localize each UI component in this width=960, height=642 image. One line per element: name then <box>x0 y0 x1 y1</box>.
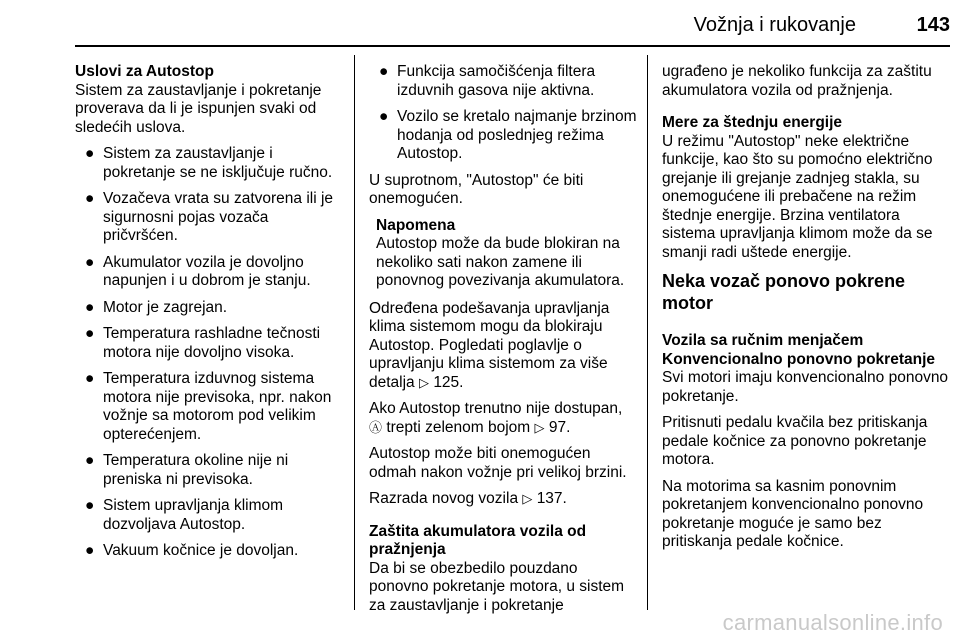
note-text: Autostop može da bude blokiran na nekoliko sati nakon zamene ili ponovnog povezivanja akumulatora. <box>376 235 625 289</box>
bullet-icon: ● <box>85 190 95 207</box>
paragraph: Sistem za zaustavljanje i pokretanje proverava da li je ispunjen svaki od sledećih uslova. <box>75 81 322 136</box>
bullet-icon: ● <box>85 370 95 387</box>
paragraph: ugrađeno je nekoliko funkcija za zaštitu akumulatora vozila od pražnjenja. <box>662 63 932 99</box>
paragraph: Pritisnuti pedalu kvačila bez pritiskanja pedale kočnice za ponovno pokretanje motora. <box>662 414 928 468</box>
bullet-icon: ● <box>379 108 389 125</box>
header-divider <box>75 45 950 47</box>
autostop-A-icon: Ⓐ <box>369 419 383 435</box>
list-item: ● Motor je zagrejan. <box>85 298 228 316</box>
list-item: ● Temperatura rashladne tečnosti motora nije dovoljno visoka. <box>85 325 321 361</box>
bullet-icon: ● <box>85 253 95 271</box>
list-item: ● Funkcija samočišćenja filtera izduvnih gasova nije aktivna. <box>379 63 596 99</box>
list-item: ● Temperatura okoline nije ni preniska ni previsoka. <box>85 452 289 488</box>
column-2 <box>369 63 639 615</box>
bullet-icon: ● <box>85 452 95 469</box>
page-number: 143 <box>916 14 950 36</box>
paragraph: Svi motori imaju konvencionalno ponovno pokretanje. <box>662 369 949 405</box>
subheading-conventional-restart: Konvencionalno ponovno pokretanje <box>662 350 935 368</box>
note-heading: Napomena <box>376 216 456 234</box>
paragraph: Da bi se obezbedilo pouzdano ponovno pokretanje motora, u sistem za zaustavljanje i pokretanje <box>369 559 625 614</box>
list-item: ● Vakuum kočnice je dovoljan. <box>85 542 299 559</box>
bullet-icon: ● <box>379 63 389 80</box>
paragraph: Razrada novog vozila ▷ 137. <box>369 490 567 507</box>
note-box <box>369 217 639 291</box>
page-header-title: Vožnja i rukovanje <box>693 14 856 36</box>
bullet-icon: ● <box>85 298 95 316</box>
list-item: ● Sistem upravljanja klimom dozvoljava Autostop. <box>85 497 284 533</box>
paragraph: U suprotnom, "Autostop" će biti onemogućen. <box>369 171 584 207</box>
bullet-icon: ● <box>85 542 95 559</box>
paragraph: Autostop može biti onemogućen odmah nakon vožnje pri velikoj brzini. <box>369 445 627 481</box>
triangle-arrow-icon: ▷ <box>522 491 533 506</box>
paragraph: U režimu "Autostop" neke električne funkcije, kao što su pomoćno električno grejanje ili grejanje zadnjeg stakla, su onemogućene ili prebačene na režim štednje energije. Brzina ventilatora sistema upravljanja klimom može da se smanji radi uštede energije. <box>662 132 933 261</box>
list-item: ● Temperatura izduvnog sistema motora nije previsoka, npr. nakon vožnje sa motorom pod velikim opterećenjem. <box>85 370 332 443</box>
bullet-icon: ● <box>85 325 95 342</box>
section-heading-driver-restart: Neka vozač ponovo pokrene motor <box>662 271 906 313</box>
triangle-arrow-icon: ▷ <box>534 419 545 435</box>
conditions-list-continued <box>369 63 639 164</box>
list-item: ● Sistem za zaustavljanje i pokretanje se ne isključuje ručno. <box>85 145 333 181</box>
column-divider-2 <box>647 55 648 610</box>
page-reference-link[interactable]: 125. <box>433 373 464 391</box>
page-reference-link[interactable]: 97. <box>548 418 571 436</box>
paragraph: Određena podešavanja upravljanja klima sistemom mogu da blokiraju Autostop. Pogledati poglavlje o upravljanju klima sistemom za više detalja ▷ 125. <box>369 299 610 391</box>
page-reference-link[interactable]: 137. <box>536 490 567 507</box>
column-3 <box>662 63 952 560</box>
list-item: ● Vozačeva vrata su zatvorena ili je sigurnosni pojas vozača pričvršćen. <box>85 190 334 244</box>
bullet-icon: ● <box>85 145 95 162</box>
section-heading-battery-protection: Zaštita akumulatora vozila od pražnjenja <box>369 522 587 558</box>
triangle-arrow-icon: ▷ <box>419 374 429 390</box>
bullet-icon: ● <box>85 497 95 514</box>
paragraph: Na motorima sa kasnim ponovnim pokretanjem konvencionalno ponovno pokretanje moguće je samo bez pritiskanja pedale kočnice. <box>662 477 924 550</box>
watermark: carmanualsonline.info <box>722 610 943 635</box>
list-item: ● Akumulator vozila je dovoljno napunjen i u dobrom je stanju. <box>85 253 311 289</box>
conditions-list <box>75 145 345 561</box>
paragraph: Ako Autostop trenutno nije dostupan, Ⓐ trepti zelenom bojom ▷ 97. <box>369 400 623 436</box>
subheading-manual-transmission: Vozila sa ručnim menjačem <box>662 332 864 349</box>
section-heading-energy-saving: Mere za štednju energije <box>662 114 843 131</box>
section-heading-autostop-conditions: Uslovi za Autostop <box>75 63 214 80</box>
column-1 <box>75 63 345 569</box>
list-item: ● Vozilo se kretalo najmanje brzinom hodanja od poslednjeg režima Autostop. <box>379 108 637 162</box>
column-divider-1 <box>354 55 355 610</box>
